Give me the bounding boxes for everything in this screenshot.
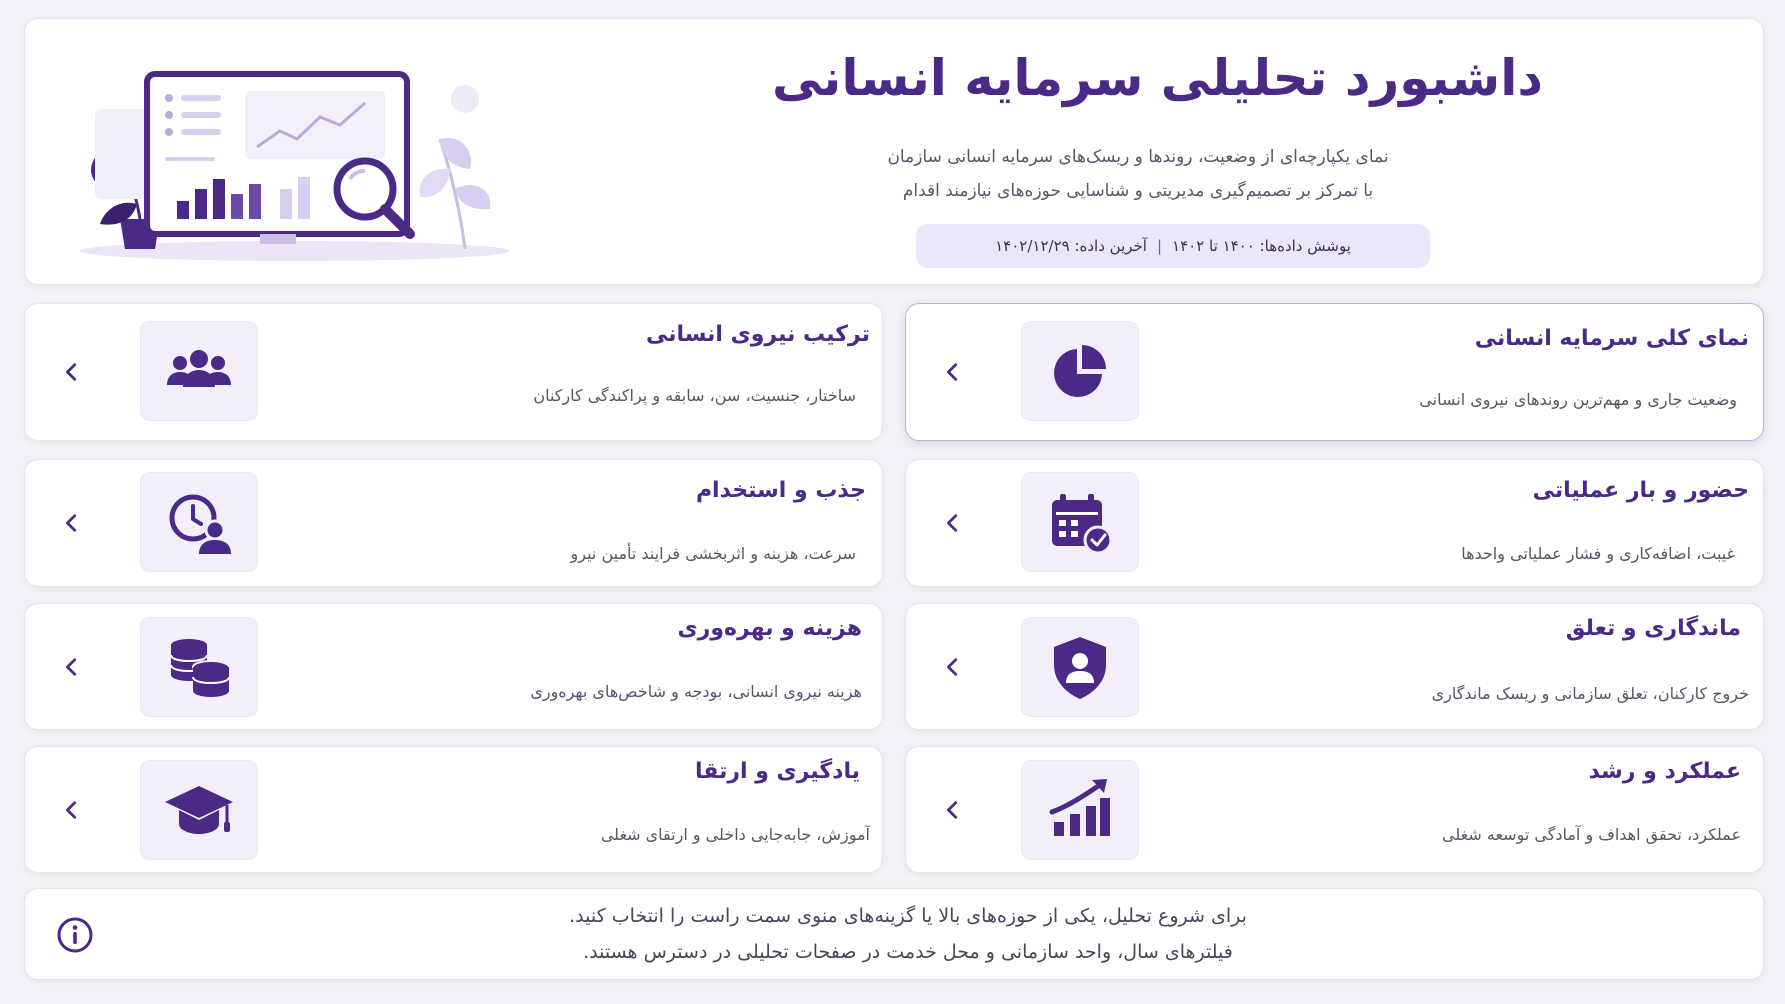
last-data-date: آخرین داده: ۱۴۰۲/۱۲/۲۹: [995, 237, 1147, 255]
card-title: هزینه و بهره‌وری: [677, 616, 862, 641]
chevron-left-icon[interactable]: [940, 359, 966, 385]
card-description: غیبت، اضافه‌کاری و فشار عملیاتی واحدها: [1461, 544, 1735, 563]
card-title: جذب و استخدام: [695, 478, 866, 503]
card-icon-box: [1021, 760, 1139, 860]
card-description: هزینه نیروی انسانی، بودجه و شاخص‌های بهره‌وری: [530, 682, 862, 701]
card-icon-box: [1021, 617, 1139, 717]
subtitle-line-1: نمای یکپارچه‌ای از وضعیت، روندها و ریسک‌های سرمایه انسانی سازمان: [887, 147, 1389, 167]
info-line-2: فیلترهای سال، واحد سازمانی و محل خدمت در صفحات تحلیلی در دسترس هستند.: [583, 941, 1233, 963]
header-card: [24, 18, 1764, 285]
coverage-separator: |: [1156, 237, 1163, 255]
card-title: ماندگاری و تعلق: [1565, 616, 1741, 641]
data-coverage-badge: [916, 224, 1430, 268]
card-description: وضعیت جاری و مهم‌ترین روندهای نیروی انسانی: [1419, 390, 1737, 409]
card-title: یادگیری و ارتقا: [695, 759, 860, 784]
card-icon-box: [1021, 321, 1139, 421]
users-group-icon: [163, 335, 235, 407]
pie-chart-icon: [1044, 335, 1116, 407]
chevron-left-icon[interactable]: [59, 797, 85, 823]
card-description: آموزش، جابه‌جایی داخلی و ارتقای شغلی: [600, 825, 870, 844]
card-cost[interactable]: [24, 603, 883, 730]
card-icon-box: [140, 472, 258, 572]
coverage-range: پوشش داده‌ها: ۱۴۰۰ تا ۱۴۰۲: [1172, 237, 1351, 255]
coins-stack-icon: [163, 631, 235, 703]
card-workforce[interactable]: [24, 303, 883, 441]
calendar-check-icon: [1044, 486, 1116, 558]
card-description: ساختار، جنسیت، سن، سابقه و پراکندگی کارکنان: [533, 386, 856, 405]
shield-user-icon: [1044, 631, 1116, 703]
card-attendance[interactable]: [905, 459, 1764, 587]
chevron-left-icon[interactable]: [940, 797, 966, 823]
card-description: سرعت، هزینه و اثربخشی فرایند تأمین نیرو: [570, 544, 856, 563]
info-line-1: برای شروع تحلیل، یکی از حوزه‌های بالا یا گزینه‌های منوی سمت راست را انتخاب کنید.: [569, 905, 1247, 927]
subtitle-line-2: با تمرکز بر تصمیم‌گیری مدیریتی و شناسایی حوزه‌های نیازمند اقدام: [902, 181, 1374, 201]
card-icon-box: [140, 760, 258, 860]
info-banner: [24, 888, 1764, 980]
chevron-left-icon[interactable]: [59, 654, 85, 680]
dashboard-illustration: [65, 39, 535, 269]
chevron-left-icon[interactable]: [59, 359, 85, 385]
card-description: خروج کارکنان، تعلق سازمانی و ریسک ماندگاری: [1431, 684, 1749, 703]
card-icon-box: [140, 321, 258, 421]
card-overview[interactable]: [905, 303, 1764, 441]
card-retention[interactable]: [905, 603, 1764, 730]
info-icon: [55, 915, 95, 955]
card-title: حضور و بار عملیاتی: [1532, 478, 1749, 503]
card-performance[interactable]: [905, 746, 1764, 873]
growth-chart-icon: [1044, 774, 1116, 846]
chevron-left-icon[interactable]: [940, 654, 966, 680]
card-learning[interactable]: [24, 746, 883, 873]
chevron-left-icon[interactable]: [940, 510, 966, 536]
card-title: ترکیب نیروی انسانی: [645, 322, 870, 347]
clock-user-icon: [163, 486, 235, 558]
card-recruitment[interactable]: [24, 459, 883, 587]
card-title: عملکرد و رشد: [1588, 759, 1741, 784]
card-icon-box: [1021, 472, 1139, 572]
graduation-cap-icon: [163, 774, 235, 846]
card-title: نمای کلی سرمایه انسانی: [1474, 326, 1749, 351]
card-description: عملکرد، تحقق اهداف و آمادگی توسعه شغلی: [1442, 825, 1741, 844]
card-icon-box: [140, 617, 258, 717]
page-title: داشبورد تحلیلی سرمایه انسانی: [771, 49, 1543, 107]
chevron-left-icon[interactable]: [59, 510, 85, 536]
